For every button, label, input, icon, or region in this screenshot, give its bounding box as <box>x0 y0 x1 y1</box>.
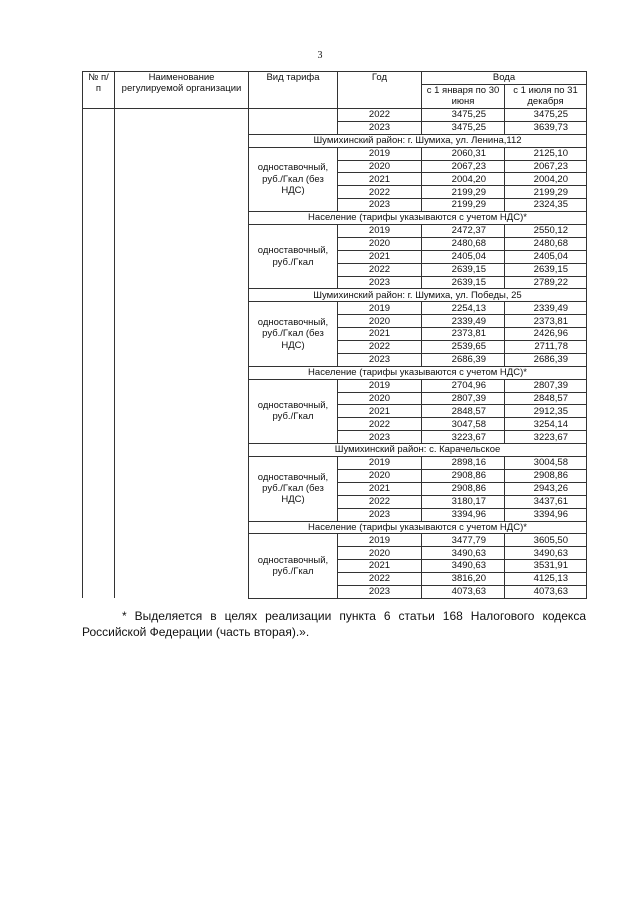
value-cell: 4125,13 <box>505 573 587 586</box>
table-body <box>83 109 587 599</box>
year-cell: 2023 <box>338 121 422 134</box>
value-cell: 2908,86 <box>422 469 505 482</box>
value-cell: 2539,65 <box>422 341 505 354</box>
header-organization: Наименование регулируемой организации <box>115 72 249 109</box>
tariff-type-cell <box>249 109 338 135</box>
value-cell: 2704,96 <box>422 379 505 392</box>
year-cell: 2021 <box>338 328 422 341</box>
value-cell: 3223,67 <box>505 431 587 444</box>
year-cell: 2023 <box>338 353 422 366</box>
year-cell: 2023 <box>338 508 422 521</box>
year-cell: 2023 <box>338 431 422 444</box>
header-year: Год <box>338 72 422 109</box>
year-cell: 2021 <box>338 250 422 263</box>
year-cell: 2019 <box>338 147 422 160</box>
value-cell: 2254,13 <box>422 302 505 315</box>
year-cell: 2022 <box>338 573 422 586</box>
tariff-type-cell: одноставочный, руб./Гкал (без НДС) <box>249 457 338 521</box>
year-cell: 2020 <box>338 469 422 482</box>
year-cell: 2021 <box>338 405 422 418</box>
organization-cell <box>115 109 249 599</box>
value-cell: 3394,96 <box>505 508 587 521</box>
value-cell: 2807,39 <box>505 379 587 392</box>
year-cell: 2019 <box>338 457 422 470</box>
footnote: * Выделяется в целях реализации пункта 6 статьи 168 Налогового кодекса Российской Федерации (часть вторая).». <box>82 609 586 640</box>
value-cell: 3605,50 <box>505 534 587 547</box>
value-cell: 3004,58 <box>505 457 587 470</box>
value-cell: 3254,14 <box>505 418 587 431</box>
section-subtitle: Население (тарифы указываются с учетом НДС)* <box>249 521 587 534</box>
year-cell: 2019 <box>338 225 422 238</box>
tariff-type-cell: одноставочный, руб./Гкал <box>249 534 338 598</box>
year-cell: 2023 <box>338 199 422 212</box>
value-cell: 3490,63 <box>422 547 505 560</box>
value-cell: 2711,78 <box>505 341 587 354</box>
value-cell: 2686,39 <box>422 353 505 366</box>
value-cell: 2807,39 <box>422 392 505 405</box>
value-cell: 2848,57 <box>505 392 587 405</box>
table-row <box>83 109 587 122</box>
value-cell: 2480,68 <box>505 237 587 250</box>
value-cell: 2426,96 <box>505 328 587 341</box>
value-cell: 3475,25 <box>422 121 505 134</box>
value-cell: 2686,39 <box>505 353 587 366</box>
value-cell: 2125,10 <box>505 147 587 160</box>
tariff-type-cell: одноставочный, руб./Гкал <box>249 225 338 289</box>
year-cell: 2022 <box>338 418 422 431</box>
year-cell: 2020 <box>338 237 422 250</box>
value-cell: 3180,17 <box>422 495 505 508</box>
tariff-type-cell: одноставочный, руб./Гкал (без НДС) <box>249 302 338 366</box>
value-cell: 2908,86 <box>505 469 587 482</box>
value-cell: 3639,73 <box>505 121 587 134</box>
year-cell: 2020 <box>338 547 422 560</box>
value-cell: 2405,04 <box>505 250 587 263</box>
year-cell: 2022 <box>338 341 422 354</box>
value-cell: 2060,31 <box>422 147 505 160</box>
year-cell: 2019 <box>338 534 422 547</box>
value-cell: 3394,96 <box>422 508 505 521</box>
value-cell: 2789,22 <box>505 276 587 289</box>
value-cell: 2472,37 <box>422 225 505 238</box>
value-cell: 3475,25 <box>505 109 587 122</box>
year-cell: 2020 <box>338 392 422 405</box>
value-cell: 2480,68 <box>422 237 505 250</box>
value-cell: 4073,63 <box>422 585 505 598</box>
value-cell: 2067,23 <box>422 160 505 173</box>
value-cell: 2908,86 <box>422 482 505 495</box>
value-cell: 2639,15 <box>422 276 505 289</box>
year-cell: 2019 <box>338 302 422 315</box>
year-cell: 2021 <box>338 482 422 495</box>
number-cell <box>83 109 115 599</box>
value-cell: 4073,63 <box>505 585 587 598</box>
value-cell: 3477,79 <box>422 534 505 547</box>
value-cell: 2339,49 <box>422 315 505 328</box>
value-cell: 2943,26 <box>505 482 587 495</box>
tariff-type-cell: одноставочный, руб./Гкал (без НДС) <box>249 147 338 211</box>
year-cell: 2022 <box>338 495 422 508</box>
value-cell: 3490,63 <box>422 560 505 573</box>
value-cell: 2898,16 <box>422 457 505 470</box>
year-cell: 2023 <box>338 585 422 598</box>
value-cell: 2004,20 <box>505 173 587 186</box>
section-title: Шумихинский район: г. Шумиха, ул. Ленина,112 <box>249 134 587 147</box>
header-period-jul-dec: с 1 июля по 31 декабря <box>505 85 587 109</box>
year-cell: 2021 <box>338 560 422 573</box>
year-cell: 2020 <box>338 315 422 328</box>
value-cell: 3490,63 <box>505 547 587 560</box>
value-cell: 2199,29 <box>422 199 505 212</box>
value-cell: 2848,57 <box>422 405 505 418</box>
value-cell: 3816,20 <box>422 573 505 586</box>
value-cell: 2339,49 <box>505 302 587 315</box>
section-title: Шумихинский район: г. Шумиха, ул. Победы, 25 <box>249 289 587 302</box>
section-subtitle: Население (тарифы указываются с учетом НДС)* <box>249 212 587 225</box>
year-cell: 2020 <box>338 160 422 173</box>
value-cell: 2004,20 <box>422 173 505 186</box>
tariff-type-cell: одноставочный, руб./Гкал <box>249 379 338 443</box>
year-cell: 2022 <box>338 109 422 122</box>
value-cell: 2639,15 <box>505 263 587 276</box>
value-cell: 2324,35 <box>505 199 587 212</box>
section-title: Шумихинский район: с. Карачельское <box>249 444 587 457</box>
value-cell: 2199,29 <box>505 186 587 199</box>
year-cell: 2022 <box>338 186 422 199</box>
tariff-table <box>82 71 587 599</box>
header-tariff-type: Вид тарифа <box>249 72 338 109</box>
value-cell: 2405,04 <box>422 250 505 263</box>
value-cell: 2639,15 <box>422 263 505 276</box>
value-cell: 2912,35 <box>505 405 587 418</box>
value-cell: 3475,25 <box>422 109 505 122</box>
value-cell: 2199,29 <box>422 186 505 199</box>
header-number: № п/п <box>83 72 115 109</box>
section-subtitle: Население (тарифы указываются с учетом НДС)* <box>249 366 587 379</box>
value-cell: 3223,67 <box>422 431 505 444</box>
year-cell: 2019 <box>338 379 422 392</box>
value-cell: 2373,81 <box>505 315 587 328</box>
year-cell: 2021 <box>338 173 422 186</box>
value-cell: 3047,58 <box>422 418 505 431</box>
value-cell: 3437,61 <box>505 495 587 508</box>
year-cell: 2022 <box>338 263 422 276</box>
page-number: 3 <box>317 50 323 61</box>
value-cell: 3531,91 <box>505 560 587 573</box>
value-cell: 2550,12 <box>505 225 587 238</box>
header-period-jan-jun: с 1 января по 30 июня <box>422 85 505 109</box>
year-cell: 2023 <box>338 276 422 289</box>
value-cell: 2373,81 <box>422 328 505 341</box>
value-cell: 2067,23 <box>505 160 587 173</box>
header-water: Вода <box>422 72 587 85</box>
